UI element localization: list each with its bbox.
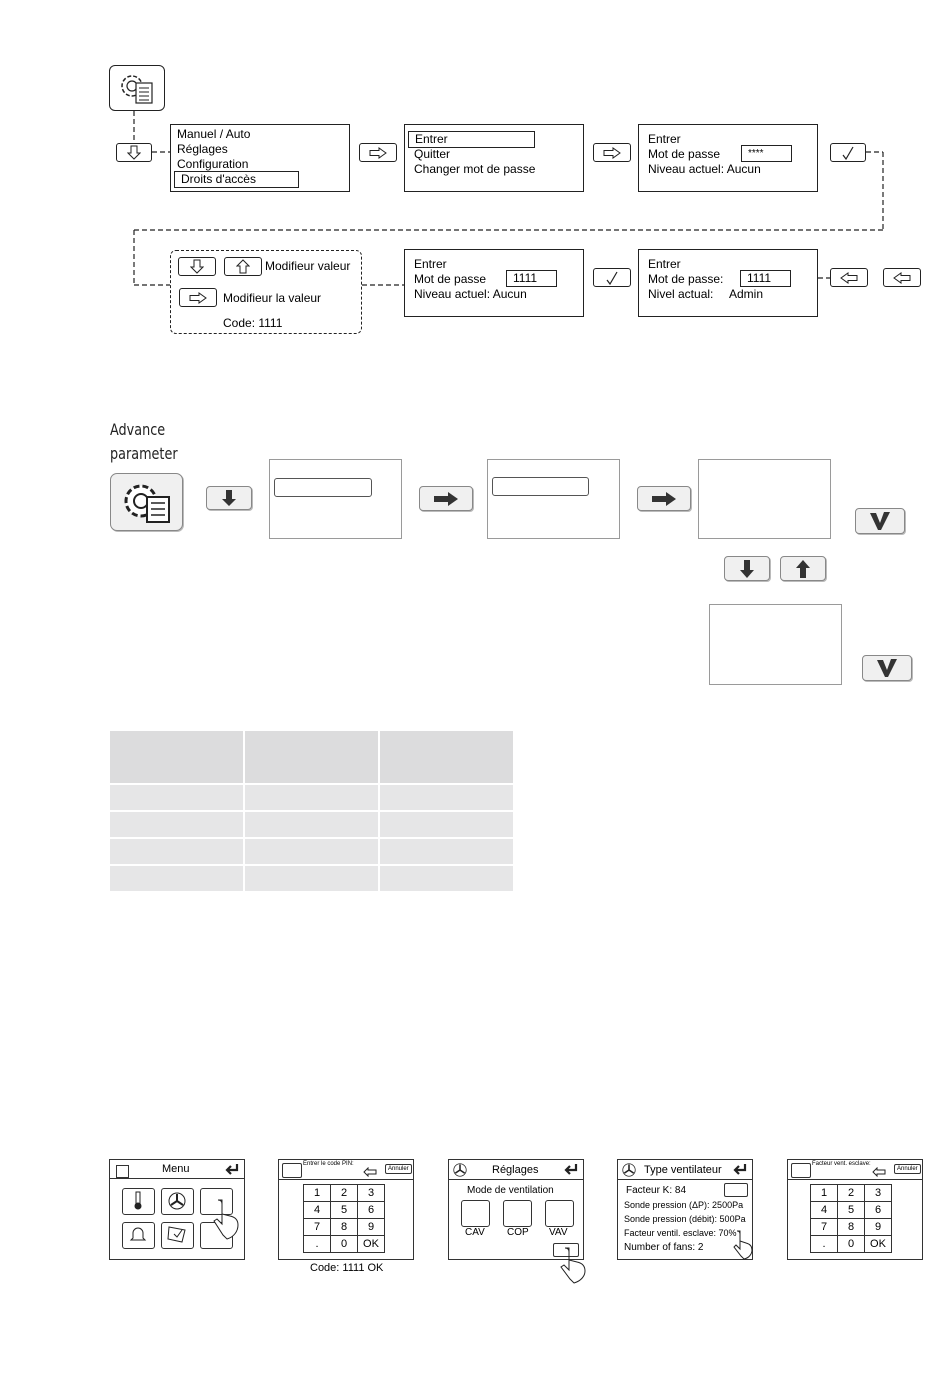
fan-icon (168, 1192, 186, 1210)
edit-help-box (170, 250, 362, 334)
table-header-cell (110, 731, 243, 783)
modify-value-label: Modifieur valeur (265, 259, 351, 273)
slave-factor-line: Facteur ventil. esclave: 70% (624, 1228, 737, 1238)
check-icon (841, 146, 855, 160)
pin-prompt: Entrer le code PIN: (303, 1161, 354, 1167)
key-dot[interactable]: . (304, 1236, 331, 1253)
table-cell (245, 839, 378, 864)
key-ok[interactable]: OK (865, 1236, 892, 1253)
arrow-down-icon (190, 259, 204, 274)
hand-icon (282, 1163, 302, 1178)
touch-screen-settings (448, 1159, 584, 1260)
confirm-check-button[interactable] (593, 268, 631, 287)
down-arrow-button[interactable] (116, 143, 152, 162)
backspace-arrow-icon[interactable] (363, 1167, 377, 1177)
menu-item-manual[interactable]: Manuel / Auto (177, 127, 251, 141)
mode-vav-label: VAV (549, 1227, 568, 1238)
check-icon (869, 511, 891, 531)
key-3[interactable]: 3 (358, 1185, 385, 1202)
bell-icon (129, 1225, 147, 1243)
pin-keypad (303, 1184, 385, 1253)
fan-icon (622, 1163, 636, 1177)
arrow-right-icon (651, 491, 677, 507)
pressure-dp-line: Sonde pression (ΔP): 2500Pa (624, 1200, 744, 1210)
key-2[interactable]: 2 (838, 1185, 865, 1202)
thermometer-icon (131, 1191, 145, 1211)
password-field[interactable]: **** (741, 145, 792, 162)
password-entered-title: Entrer (414, 257, 447, 271)
mode-vav-tile[interactable] (545, 1200, 574, 1227)
key-5[interactable]: 5 (331, 1202, 358, 1219)
table-cell (110, 812, 243, 837)
mode-cav-label: CAV (465, 1227, 485, 1238)
confirm-check-button[interactable] (855, 508, 905, 534)
slave-prompt: Facteur vent. esclave: (812, 1161, 871, 1167)
table-cell (380, 812, 513, 837)
return-icon[interactable] (224, 1163, 240, 1177)
arrow-right-icon (189, 292, 207, 304)
fan-type-title: Type ventilateur (644, 1164, 722, 1176)
touch-screen-menu (109, 1159, 245, 1260)
key-4[interactable]: 4 (811, 1202, 838, 1219)
key-ok[interactable]: OK (358, 1236, 385, 1253)
return-icon[interactable] (563, 1163, 579, 1177)
result-title: Entrer (648, 257, 681, 271)
down-arrow-button[interactable] (724, 556, 770, 581)
password-entered-field[interactable]: 1111 (506, 270, 557, 287)
mode-cop-label: COP (507, 1227, 529, 1238)
key-7[interactable]: 7 (304, 1219, 331, 1236)
menu-title: Menu (162, 1163, 190, 1175)
password-entered-screen (404, 249, 584, 317)
header-divider (788, 1179, 922, 1180)
key-0[interactable]: 0 (331, 1236, 358, 1253)
touch-screen-fan-type (617, 1159, 753, 1260)
menu-item-access-rights[interactable]: Droits d'accès (174, 171, 299, 188)
back-arrow-button[interactable] (830, 268, 868, 287)
pin-caption: Code: 1111 OK (310, 1262, 384, 1274)
table-cell (110, 866, 243, 891)
parameter-table (108, 729, 515, 893)
key-7[interactable]: 7 (811, 1219, 838, 1236)
hand-pointer-icon (212, 1198, 246, 1244)
key-9[interactable]: 9 (865, 1219, 892, 1236)
settings-title: Réglages (492, 1164, 539, 1176)
password-screen (638, 124, 818, 192)
arrow-left-icon (893, 272, 911, 284)
mode-cop-tile[interactable] (503, 1200, 532, 1227)
pressure-flow-line: Sonde pression (débit): 500Pa (624, 1214, 746, 1224)
right-arrow-button[interactable] (179, 288, 217, 307)
right-arrow-button[interactable] (593, 143, 631, 162)
cancel-button[interactable]: Annuler (385, 1164, 412, 1174)
key-6[interactable]: 6 (865, 1202, 892, 1219)
table-cell (380, 785, 513, 810)
list-icon[interactable] (116, 1165, 129, 1178)
password-screen-title: Entrer (648, 132, 681, 146)
up-arrow-button[interactable] (780, 556, 826, 581)
touch-screen-slave-factor (787, 1159, 923, 1260)
confirm-check-button[interactable] (830, 143, 866, 162)
down-arrow-button[interactable] (178, 257, 216, 276)
key-1[interactable]: 1 (304, 1185, 331, 1202)
backspace-arrow-icon[interactable] (872, 1167, 886, 1177)
key-3[interactable]: 3 (865, 1185, 892, 1202)
arrow-right-icon (433, 491, 459, 507)
key-1[interactable]: 1 (811, 1185, 838, 1202)
table-cell (110, 839, 243, 864)
table-cell (380, 839, 513, 864)
arrow-down-icon (739, 559, 755, 579)
advance-selected-item-1[interactable] (274, 478, 372, 497)
arrow-down-icon (127, 145, 141, 160)
password-entered-label: Mot de passe (414, 272, 487, 286)
arrow-right-icon (369, 147, 387, 159)
table-cell (245, 866, 378, 891)
login-item-quit[interactable]: Quitter (414, 147, 451, 161)
table-cell (110, 785, 243, 810)
access-result-screen (638, 249, 818, 317)
menu-item-configuration[interactable]: Configuration (177, 157, 249, 171)
key-4[interactable]: 4 (304, 1202, 331, 1219)
advance-screen-4 (709, 604, 842, 685)
advance-screen-2 (487, 459, 620, 539)
result-level-label: Nivel actual: (648, 287, 714, 301)
key-9[interactable]: 9 (358, 1219, 385, 1236)
cancel-button[interactable]: Annuler (894, 1164, 921, 1174)
table-cell (245, 785, 378, 810)
up-arrow-button[interactable] (724, 1183, 748, 1197)
table-header-cell (380, 731, 513, 783)
ventilation-mode-label: Mode de ventilation (467, 1185, 554, 1196)
modify-the-value-label: Modifieur la valeur (223, 291, 322, 305)
arrow-up-icon (236, 259, 250, 274)
main-menu-box (170, 124, 350, 192)
confirm-check-button[interactable] (862, 655, 912, 681)
mode-cav-tile[interactable] (461, 1200, 490, 1227)
header-divider (618, 1179, 752, 1180)
back-arrow-button[interactable] (883, 268, 921, 287)
schedule-icon (167, 1225, 187, 1243)
password-entered-level: Niveau actuel: Aucun (414, 287, 527, 301)
advance-title-line1: Advance (110, 420, 166, 439)
check-icon (605, 271, 619, 285)
header-divider (279, 1179, 413, 1180)
current-level-text: Niveau actuel: Aucun (648, 162, 761, 176)
header-divider (110, 1178, 244, 1179)
slave-keypad (810, 1184, 892, 1253)
menu-item-settings[interactable]: Réglages (177, 142, 228, 156)
key-0[interactable]: 0 (838, 1236, 865, 1253)
hand-pointer-icon (559, 1246, 593, 1286)
key-2[interactable]: 2 (331, 1185, 358, 1202)
up-arrow-button[interactable] (224, 257, 262, 276)
key-6[interactable]: 6 (358, 1202, 385, 1219)
arrow-up-icon (795, 559, 811, 579)
return-icon[interactable] (732, 1163, 748, 1177)
fan-icon (453, 1163, 467, 1177)
hand-icon (791, 1163, 811, 1178)
k-factor-line: Facteur K: 84 (626, 1185, 687, 1196)
result-password-label: Mot de passe: (648, 272, 724, 286)
touch-screen-pin (278, 1159, 414, 1260)
arrow-down-icon (221, 489, 237, 507)
table-cell (245, 812, 378, 837)
login-item-change-password[interactable]: Changer mot de passe (414, 162, 536, 176)
advance-parameter-title (110, 418, 178, 466)
down-arrow-button[interactable] (206, 486, 252, 510)
result-level-value: Admin (729, 287, 764, 301)
right-arrow-button[interactable] (419, 486, 473, 511)
gear-list-icon (119, 479, 175, 525)
arrow-right-icon (603, 147, 621, 159)
password-label: Mot de passe (648, 147, 721, 161)
advance-screen-3 (698, 459, 831, 539)
login-item-enter[interactable]: Entrer (408, 131, 535, 148)
table-header-cell (245, 731, 378, 783)
check-icon (876, 658, 898, 678)
header-divider (449, 1179, 583, 1180)
key-8[interactable]: 8 (838, 1219, 865, 1236)
advance-selected-item-2[interactable] (492, 477, 589, 496)
code-label: Code: 1111 (223, 316, 283, 330)
hand-pointer-icon (732, 1230, 754, 1260)
key-8[interactable]: 8 (331, 1219, 358, 1236)
right-arrow-button[interactable] (637, 486, 691, 511)
settings-gear-button[interactable] (110, 473, 183, 531)
right-arrow-button[interactable] (359, 143, 397, 162)
login-menu-box (404, 124, 584, 192)
result-password-field[interactable]: 1111 (740, 270, 791, 287)
advance-title-line2: parameter (110, 444, 178, 463)
arrow-left-icon (840, 272, 858, 284)
key-5[interactable]: 5 (838, 1202, 865, 1219)
advance-screen-1 (269, 459, 402, 539)
table-cell (380, 866, 513, 891)
fans-count-line: Number of fans: 2 (624, 1242, 704, 1253)
key-dot[interactable]: . (811, 1236, 838, 1253)
